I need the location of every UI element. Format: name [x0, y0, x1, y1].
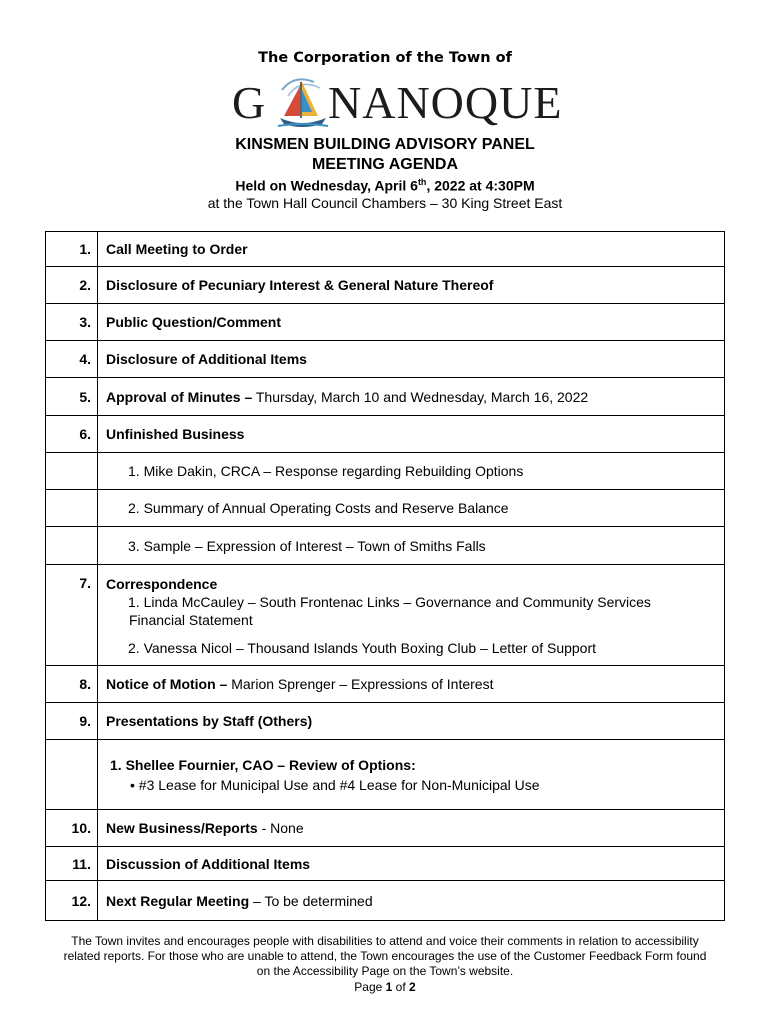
agenda-row-8 — [46, 666, 725, 703]
item-title: Next Regular Meeting — [106, 892, 250, 909]
agenda-row-5 — [46, 378, 725, 416]
logo-text-nanoque: NANOQUE — [328, 77, 563, 128]
bullet-item: • #3 Lease for Municipal Use and #4 Lease for Non-Municipal Use — [130, 776, 540, 793]
item-number: 3. — [46, 304, 98, 341]
item-title: Approval of Minutes – — [106, 388, 253, 405]
agenda-subrow — [46, 527, 725, 565]
page-number: Page 1 of 2 — [354, 980, 416, 994]
item-number: 8. — [46, 666, 98, 703]
sub-item-continuation: Financial Statement — [129, 612, 253, 628]
accessibility-notice: The Town invites and encourages people with disabilities to attend and voice their comments in relation to accessibility related reports. For those who are unable to attend, the Town encourages the use of the Customer Feedback Form found on the Accessibility Page on the Town’s website. — [63, 934, 707, 978]
item-number: 12. — [46, 881, 98, 921]
sub-item: 1. Mike Dakin, CRCA – Response regarding Rebuilding Options — [128, 463, 524, 479]
item-number: 11. — [46, 847, 98, 881]
agenda-title: MEETING AGENDA — [311, 156, 459, 173]
item-number: 2. — [46, 267, 98, 304]
sub-item: 1. Shellee Fournier, CAO – Review of Options: — [110, 756, 416, 773]
sub-item: 2. Vanessa Nicol – Thousand Islands Youth Boxing Club – Letter of Support — [128, 640, 597, 656]
sub-item: 2. Summary of Annual Operating Costs and Reserve Balance — [128, 500, 509, 516]
item-title: Call Meeting to Order — [106, 241, 248, 257]
agenda-row-7 — [46, 565, 725, 666]
item-number: 5. — [46, 378, 98, 416]
panel-title: KINSMEN BUILDING ADVISORY PANEL — [235, 136, 535, 153]
meeting-date: Held on Wednesday, April 6th, 2022 at 4:30PM — [235, 177, 535, 194]
agenda-row-4 — [46, 341, 725, 378]
agenda-row-1 — [46, 232, 725, 267]
item-number: 10. — [46, 810, 98, 847]
logo-letter-g: G — [232, 77, 267, 128]
agenda-row-9 — [46, 703, 725, 740]
item-number: 4. — [46, 341, 98, 378]
agenda-subrow — [46, 740, 725, 810]
item-number: 1. — [46, 232, 98, 267]
item-number: 9. — [46, 703, 98, 740]
agenda-table — [45, 231, 725, 921]
item-detail: – To be determined — [249, 892, 373, 909]
sub-item: 3. Sample – Expression of Interest – Town of Smiths Falls — [128, 537, 486, 554]
item-detail: Thursday, March 10 and Wednesday, March 16, 2022 — [252, 388, 589, 405]
item-title: Discussion of Additional Items — [106, 855, 311, 872]
agenda-row-2 — [46, 267, 725, 304]
town-logo — [232, 72, 563, 130]
item-detail: Marion Sprenger – Expressions of Interest — [227, 676, 494, 692]
item-title: Public Question/Comment — [106, 314, 282, 330]
item-detail: - None — [257, 820, 304, 836]
sub-item: 1. Linda McCauley – South Frontenac Links – Governance and Community Services — [128, 594, 651, 610]
agenda-subrow — [46, 490, 725, 527]
item-title: New Business/Reports — [106, 820, 258, 836]
agenda-row-10 — [46, 810, 725, 847]
item-title: Presentations by Staff (Others) — [106, 713, 313, 729]
agenda-row-11 — [46, 847, 725, 881]
agenda-subrow — [46, 453, 725, 490]
item-title: Notice of Motion – — [106, 676, 228, 692]
agenda-row-6 — [46, 416, 725, 453]
corporation-heading: The Corporation of the Town of — [258, 50, 512, 66]
item-title: Disclosure of Pecuniary Interest & General Nature Thereof — [106, 277, 494, 293]
sailboat-logo-icon — [274, 72, 330, 130]
agenda-row-3 — [46, 304, 725, 341]
item-number: 7. — [46, 565, 98, 666]
agenda-row-12 — [46, 881, 725, 921]
item-title: Correspondence — [106, 576, 218, 592]
item-title: Disclosure of Additional Items — [106, 351, 307, 367]
meeting-location: at the Town Hall Council Chambers – 30 King Street East — [207, 195, 563, 211]
item-title: Unfinished Business — [106, 426, 245, 442]
item-number: 6. — [46, 416, 98, 453]
